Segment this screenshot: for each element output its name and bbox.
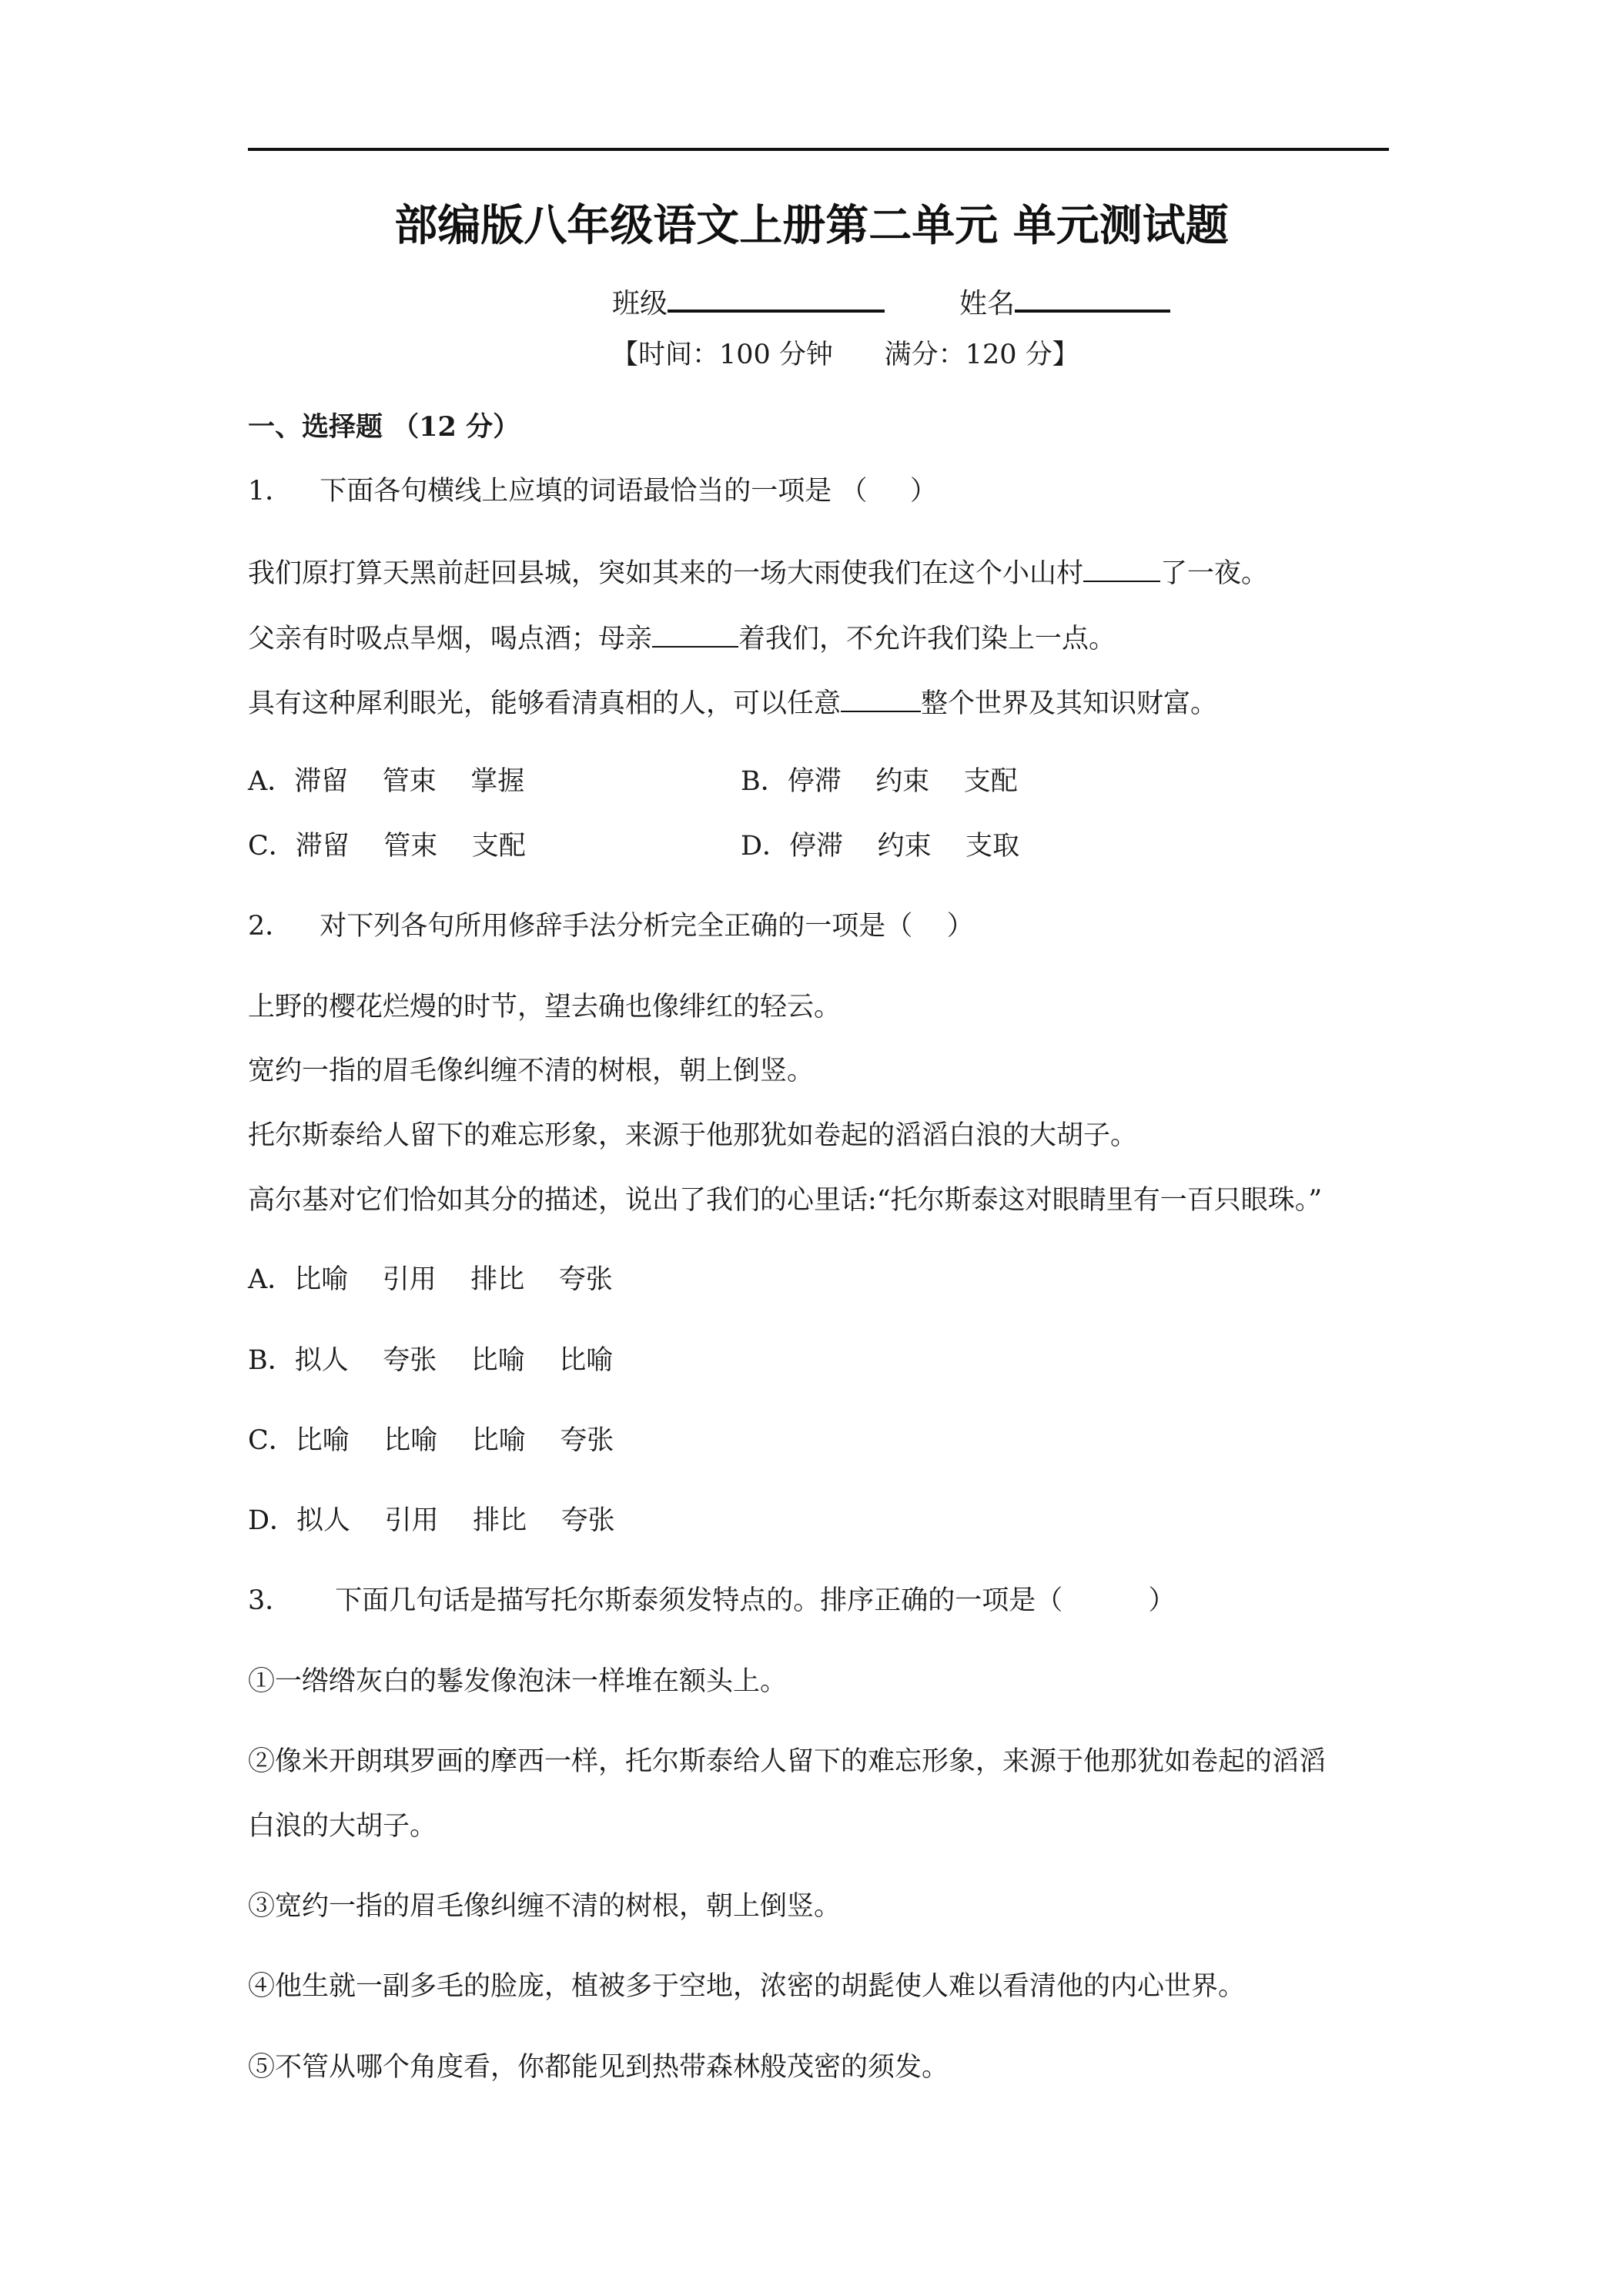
q2-option-d: D．拟人 引用 排比 夸张 [248, 1505, 615, 1536]
q3-item-1: ①一绺绺灰白的鬈发像泡沫一样堆在额头上。 [248, 1666, 788, 1697]
q3-item-3: ③宽约一指的眉毛像纠缠不清的树根，朝上倒竖。 [248, 1891, 842, 1922]
q1-option-b: B．停滞 约束 支配 [741, 766, 1018, 797]
page-title: 部编版八年级语文上册第二单元 单元测试题 [394, 201, 1229, 251]
q2-sentence-3: 托尔斯泰给人留下的难忘形象，来源于他那犹如卷起的滔滔白浪的大胡子。 [248, 1120, 1138, 1151]
q2-sentence-2: 宽约一指的眉毛像纠缠不清的树根，朝上倒竖。 [248, 1056, 815, 1086]
class-field [612, 282, 885, 323]
q1-option-a: A．滞留 管束 掌握 [248, 766, 525, 797]
q2-option-c: C．比喻 比喻 比喻 夸张 [248, 1425, 614, 1456]
header-rule [248, 148, 1389, 151]
q2-option-a: A．比喻 引用 排比 夸张 [248, 1264, 613, 1295]
question-number: 2． [248, 911, 293, 942]
class-blank [668, 282, 885, 313]
name-label: 姓名 [959, 288, 1016, 320]
q1-option-d: D．停滞 约束 支取 [741, 831, 1020, 862]
fill-blank [841, 683, 921, 712]
sentence-text: 着我们，不允许我们染上一点。 [738, 624, 1116, 654]
sentence-text: 具有这种犀利眼光，能够看清真相的人，可以任意 [248, 688, 842, 719]
fill-blank [1083, 553, 1160, 582]
q3-item-4: ④他生就一副多毛的脸庞，植被多于空地，浓密的胡髭使人难以看清他的内心世界。 [248, 1971, 1246, 2002]
q1-sentence-2 [248, 618, 1116, 658]
sentence-text: 整个世界及其知识财富。 [921, 688, 1218, 719]
q1-sentence-1 [248, 553, 1268, 593]
q1-sentence-3 [248, 683, 1217, 723]
question-3-stem [248, 1581, 1176, 1620]
sentence-text: 了一夜。 [1160, 558, 1269, 589]
name-field [959, 282, 1170, 323]
section-heading: 一、选择题 （12 分） [248, 411, 520, 443]
question-text: 下面几句话是描写托尔斯泰须发特点的。排序正确的一项是（ ） [335, 1585, 1176, 1616]
question-number: 3． [248, 1585, 293, 1616]
time-info: 【时间：100 分钟 满分：120 分】 [611, 340, 1079, 370]
name-blank [1015, 282, 1170, 313]
fill-blank [652, 618, 738, 648]
question-2-stem [248, 907, 974, 946]
q2-sentence-1: 上野的樱花烂熳的时节，望去确也像绯红的轻云。 [248, 992, 842, 1022]
q3-item-2-cont: 白浪的大胡子。 [248, 1811, 437, 1842]
question-1-stem [248, 472, 937, 510]
q3-item-5: ⑤不管从哪个角度看，你都能见到热带森林般茂密的须发。 [248, 2052, 949, 2083]
question-text: 下面各句横线上应填的词语最恰当的一项是 （ ） [320, 476, 938, 507]
q3-item-2: ②像米开朗琪罗画的摩西一样，托尔斯泰给人留下的难忘形象，来源于他那犹如卷起的滔滔 [248, 1746, 1327, 1777]
question-number: 1． [248, 476, 293, 507]
q2-option-b: B．拟人 夸张 比喻 比喻 [248, 1345, 614, 1376]
q2-sentence-4: 高尔基对它们恰如其分的描述，说出了我们的心里话:“托尔斯泰这对眼睛里有一百只眼珠。” [248, 1185, 1323, 1216]
q1-option-c: C．滞留 管束 支配 [248, 831, 526, 862]
sentence-text: 父亲有时吸点旱烟，喝点酒；母亲 [248, 624, 653, 654]
class-label: 班级 [612, 288, 668, 320]
question-text: 对下列各句所用修辞手法分析完全正确的一项是（ ） [320, 911, 974, 942]
sentence-text: 我们原打算天黑前赶回县城，突如其来的一场大雨使我们在这个小山村 [248, 558, 1084, 589]
